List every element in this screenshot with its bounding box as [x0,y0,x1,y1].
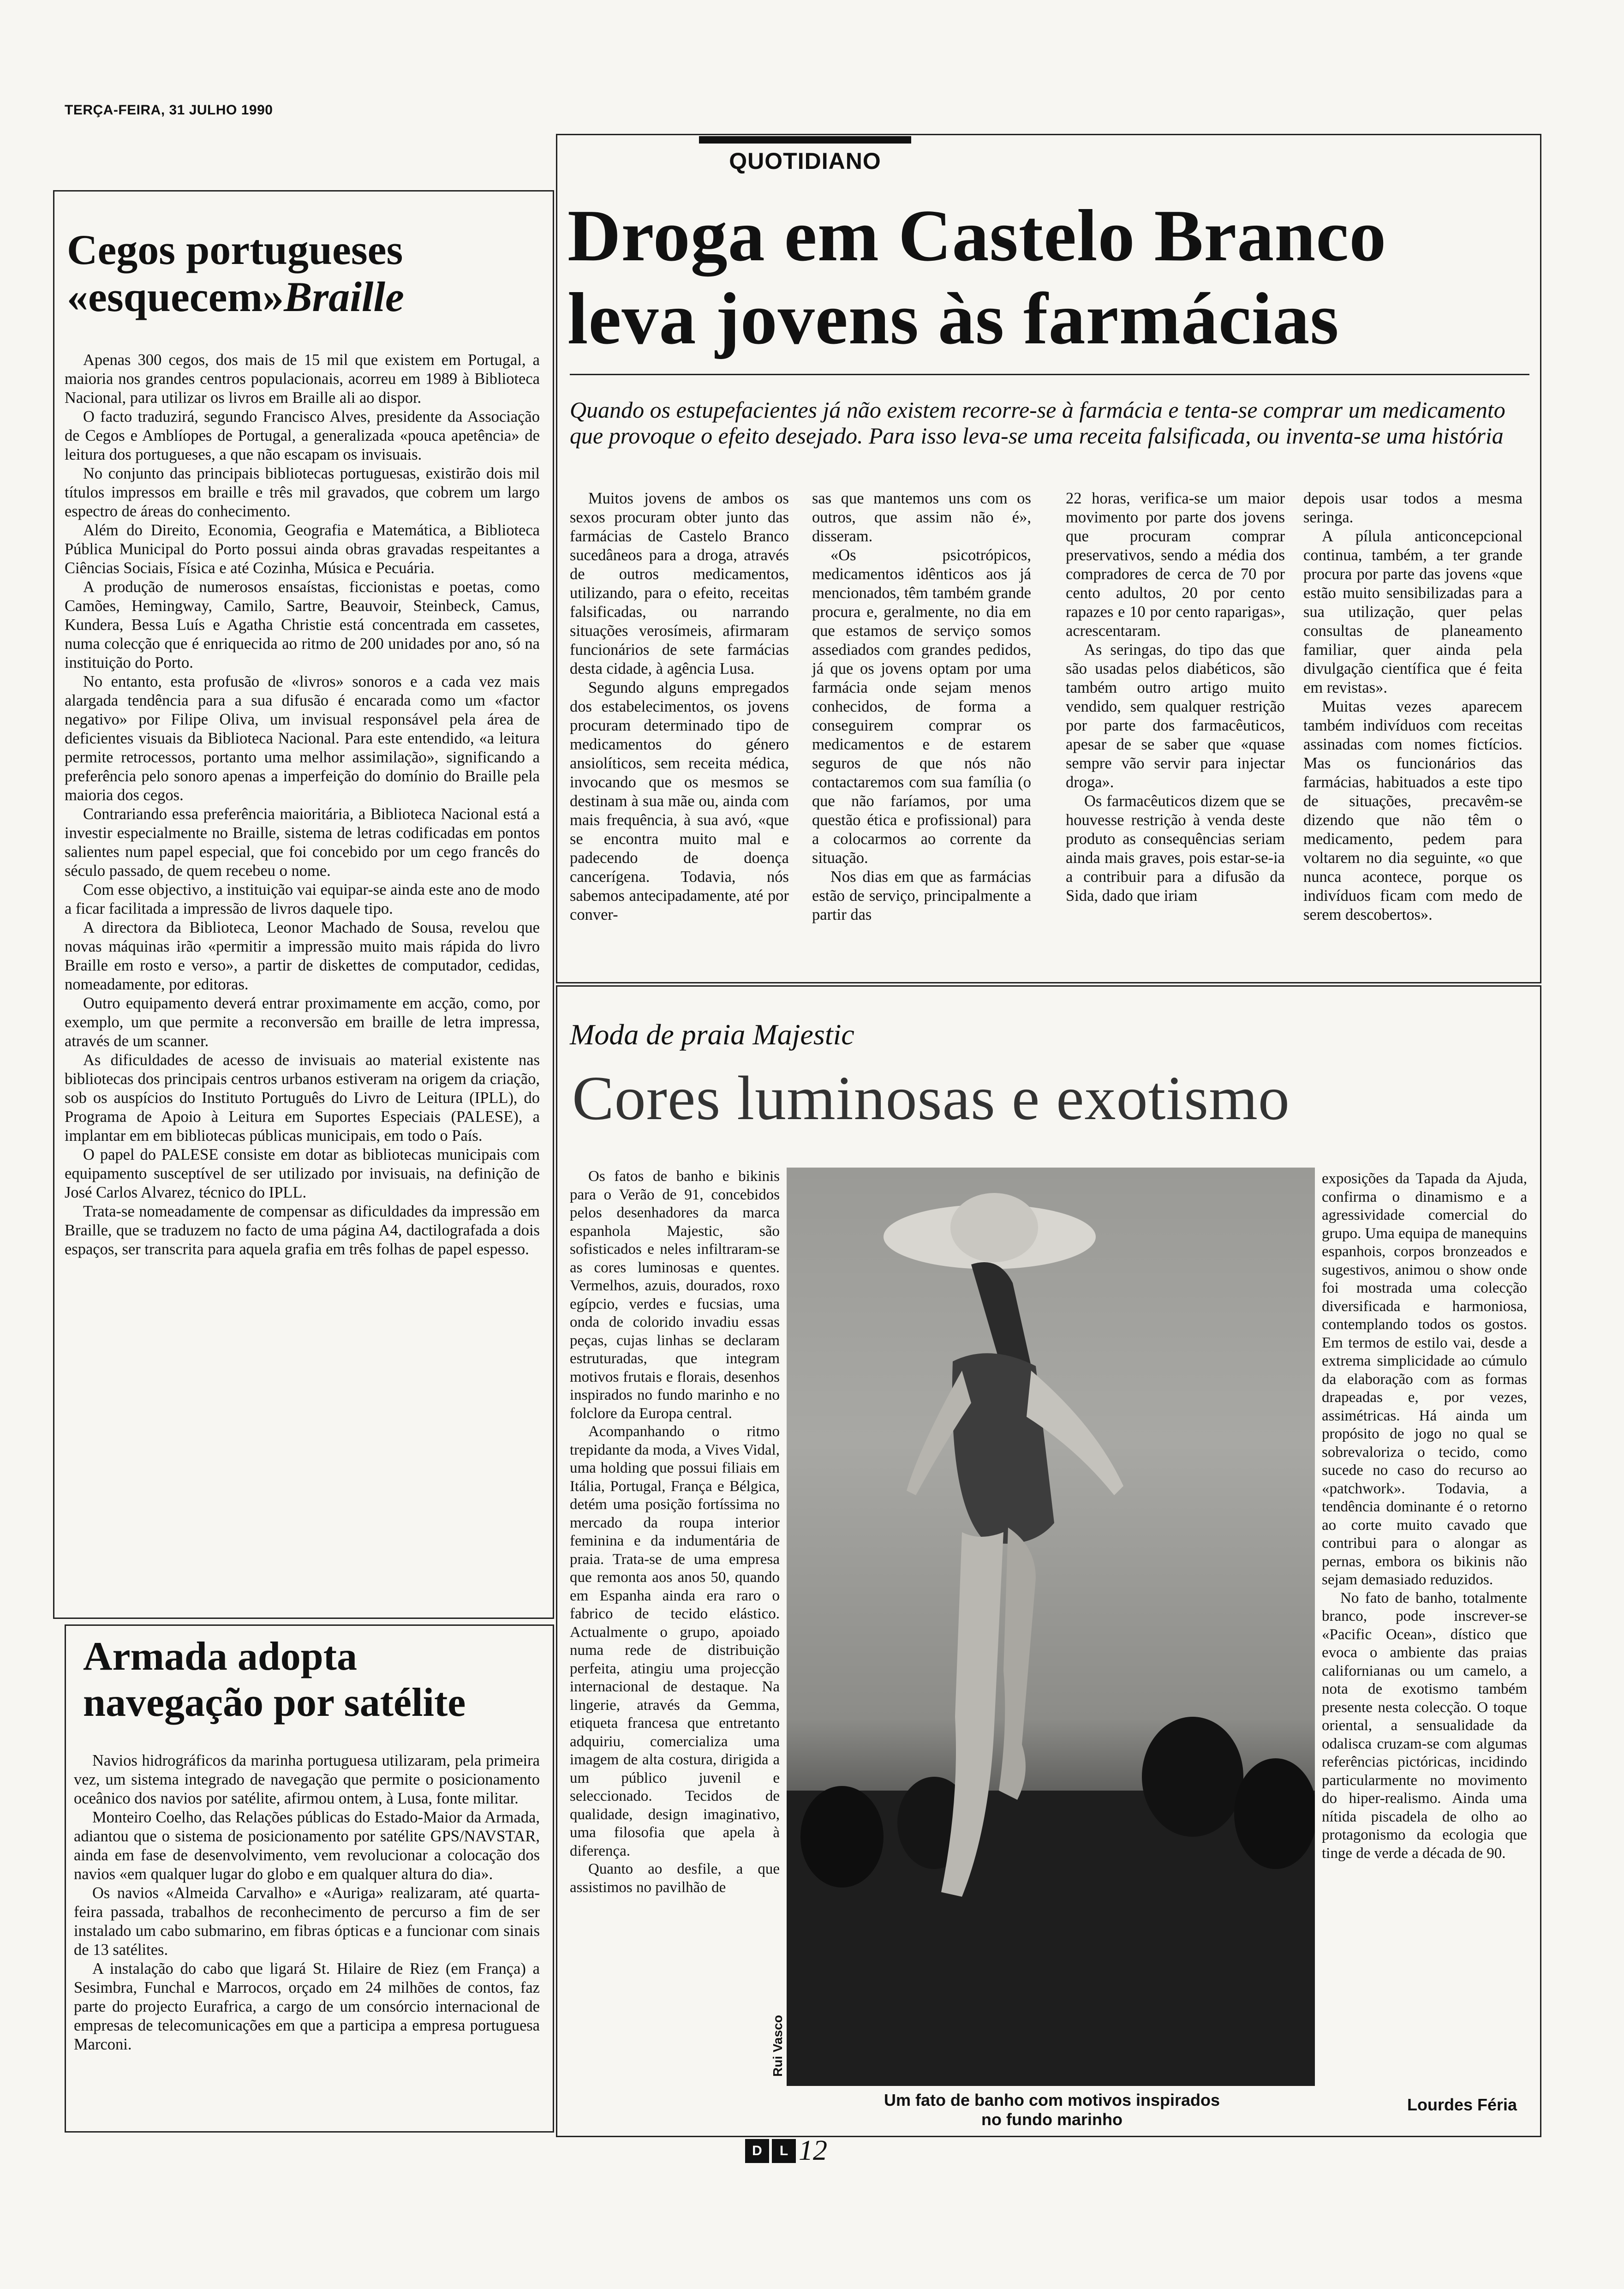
paragraph: Muitos jovens de ambos os sexos procuram obter junto das farmácias de Castelo Branco sucedâneos para a droga, através de outros medicamentos, utilizando, para o efeito, receitas falsificadas, ou narrando situações verosímeis, afirmaram funcionários de sete farmácias desta cidade, à agência Lusa. [570,490,789,677]
paragraph: sas que mantemos uns com os outros, que assim não é», disseram. [812,490,1031,545]
braille-title-line2a: «esquecem» [67,273,284,320]
photo-credit: Rui Vasco [770,2015,785,2077]
dateline: TERÇA-FEIRA, 31 JULHO 1990 [65,102,273,118]
paragraph: Trata-se nomeadamente de compensar as dificuldades da impressão em Braille, que se traduzem no facto de uma página A4, dactilografada a dois espaços, ser transcrita para aquela grafia em três folhas de papel espesso. [65,1203,540,1258]
droga-title-line2: leva jovens às farmácias [567,277,1339,360]
paragraph: Além do Direito, Economia, Geografia e Matemática, a Biblioteca Pública Municipal do Porto possui ainda obras gravadas respeitantes a Ciências Sociais, Física e até Cozinha, Música e Pecuária. [65,521,540,577]
braille-article-body [65,351,540,1259]
droga-column-1 [570,489,789,924]
paragraph: A instalação do cabo que ligará St. Hilaire de Riez (em França) a Sesimbra, Funchal e Marrocos, orçado em 24 milhões de contos, faz parte do projecto Eurafrica, a cargo de um consórcio internacional de empresas de telecomunicações em que a participa a empresa portuguesa Marconi. [74,1960,540,2053]
newspaper-logo-mark: L [772,2139,796,2163]
paragraph: Apenas 300 cegos, dos mais de 15 mil que existem em Portugal, a maioria nos grandes centros populacionais, acorreu em 1989 à Biblioteca Nacional, para utilizar os livros em Braille ali ao dispor. [65,351,540,407]
section-tag: QUOTIDIANO [699,136,911,180]
paragraph: 22 horas, verifica-se um maior movimento por parte dos jovens que procuram comprar preservativos, sendo a média dos compradores de cerca de 70 por cento adultos, 20 por cento rapazes e 10 por cento raparigas», acrescentaram. [1066,490,1285,640]
braille-title-line1: Cegos portugueses [67,226,403,273]
runway-photo [787,1168,1315,2086]
paragraph: O papel do PALESE consiste em dotar as bibliotecas municipais com equipamento susceptível de ser utilizado por invisuais, na definição de José Carlos Alvarez, técnico do IPLL. [65,1146,540,1201]
headline-rule [570,374,1529,375]
paragraph: As dificuldades de acesso de invisuais ao material existente nas bibliotecas dos principais centros urbanos estiveram na origem da criação, sob os auspícios do Instituto Português do Livro de Leitura (IPLL), do Programa de Apoio à Leitura em Suportes Especiais (PALESE), a implantar em em bibliotecas públicas municipais, em todo o País. [65,1051,540,1144]
armada-article-title [83,1634,544,1726]
page-footer [745,2134,827,2167]
paragraph: Com esse objectivo, a instituição vai equipar-se ainda este ano de modo a ficar facilitada a impressão de livros daquele tipo. [65,881,540,917]
droga-column-3 [1066,489,1285,905]
paragraph: Os navios «Almeida Carvalho» e «Auriga» realizaram, até quarta-feira passada, trabalhos de reconhecimento de percurso a fim de ser instalado um cabo submarino, em fibras ópticas e a funcionar com sinais de 13 satélites. [74,1884,540,1959]
paragraph: Navios hidrográficos da marinha portuguesa utilizaram, pela primeira vez, um sistema integrado de navegação que permite o posicionamento oceânico dos navios por satélite, afirmou ontem, à Lusa, fonte militar. [74,1752,540,1807]
caption-line1: Um fato de banho com motivos inspirados [884,2091,1220,2109]
moda-article-title: Cores luminosas e exotismo [572,1064,1290,1133]
moda-kicker: Moda de praia Majestic [570,1018,854,1051]
braille-article-title [67,226,528,320]
droga-title-line1: Droga em Castelo Branco [567,194,1387,276]
armada-title-line1: Armada adopta [83,1634,358,1679]
paragraph: Muitas vezes aparecem também indivíduos com receitas assinadas com nomes fictícios. Mas os funcionários das farmácias, habituados a este tipo de situações, precavêm-se dizendo que não têm o medicamento, pedem para voltarem no dia seguinte, «o que nunca acontece, porque os indivíduos ficam com medo de serem descobertos». [1303,698,1522,923]
paragraph: O facto traduzirá, segundo Francisco Alves, presidente da Associação de Cegos e Amblíopes de Portugal, a generalizada «pouca apetência» de leitura dos portugueses, a que não escapam os invisuais. [65,408,540,463]
moda-column-1 [570,1168,780,1897]
moda-column-3 [1322,1170,1527,1863]
paragraph: Monteiro Coelho, das Relações públicas do Estado-Maior da Armada, adiantou que o sistema de posicionamento por satélite GPS/NAVSTAR, ainda em fase de desenvolvimento, vem revolucionar a colocação dos navios «em qualquer lugar do globo e em qualquer altura do dia». [74,1809,540,1883]
paragraph: A produção de numerosos ensaístas, ficcionistas e poetas, como Camões, Hemingway, Camilo, Sartre, Beauvoir, Steinbeck, Camus, Kundera, Bessa Luís e Agatha Christie está concentrada em cassetes, numa colecção que é enriquecida ao ritmo de 200 unidades por ano, só na instituição do Porto. [65,578,540,671]
droga-column-2 [812,489,1031,924]
paragraph: No entanto, esta profusão de «livros» sonoros e a cada vez mais alargada tendência para a sua difusão é encarada como um «factor negativo» por Filipe Oliva, um invisual responsável pela área de deficientes visuais da Biblioteca Nacional. Para este entendido, «a leitura permite retrocessos, portanto uma melhor assimilação», significando a preferência pelo sonoro apenas a imperfeição do domínio do Braille pela maioria dos cegos. [65,673,540,804]
paragraph: Contrariando essa preferência maioritária, a Biblioteca Nacional está a investir especialmente no Braille, sistema de letras codificadas em pontos salientes num papel especial, que foi concebido por um cego francês do século passado, de quem recebeu o nome. [65,805,540,880]
paragraph: Quanto ao desfile, a que assistimos no pavilhão de [570,1861,780,1896]
paragraph: Acompanhando o ritmo trepidante da moda, a Vives Vidal, uma holding que possui filiais em Itália, Portugal, França e Bélgica, detém uma posição fortíssima no mercado da roupa interior feminina e da indumentária de praia. Trata-se de uma empresa que remonta aos anos 50, quando em Espanha ainda era raro o fabrico de tecido elástico. Actualmente o grupo, apoiado numa rede de distribuição perfeita, atingiu uma projecção internacional de destaque. Na lingerie, através da Gemma, etiqueta francesa que entretanto adquiriu, comercializa uma imagem de alta costura, dirigida a um público juvenil e seleccionado. Tecidos de qualidade, design imaginativo, uma filosofia que apela à diferença. [570,1423,780,1859]
paragraph: A pílula anticoncepcional continua, também, a ter grande procura por parte das jovens «que estão muito sensibilizadas para a sua utilização, quer pelas consultas de planeamento familiar, quer ainda pela divulgação científica que é feita em revistas». [1303,527,1522,696]
paragraph: No conjunto das principais bibliotecas portuguesas, existirão dois mil títulos impressos em braille e três mil gravados, que cobrem um largo espectro de áreas do conhecimento. [65,465,540,520]
paragraph: depois usar todos a mesma seringa. [1303,490,1522,526]
paragraph: Os fatos de banho e bikinis para o Verão de 91, concebidos pelos desenhadores da marca espanhola Majestic, são sofisticados e neles infiltraram-se as cores luminosas e quentes. Vermelhos, azuis, dourados, roxo egípcio, verdes e fucsias, uma onda de colorido invadiu essas peças, cujas linhas se declaram estruturadas, que integram motivos frutais e florais, desenhos inspirados no fundo marinho e no folclore da Europa central. [570,1168,780,1422]
paragraph: As seringas, do tipo das que são usadas pelos diabéticos, são também outro artigo muito vendido, sem qualquer restrição por parte dos farmacêuticos, apesar de se saber que «quase sempre vão servir para injectar droga». [1066,641,1285,791]
paragraph: «Os psicotrópicos, medicamentos idênticos aos já mencionados, têm também grande procura e, geralmente, no dia em que estamos de serviço somos assediados com grandes pedidos, já que os jovens optam por uma farmácia onde sejam menos conhecidos, de forma a conseguirem comprar os medicamentos e de estarem seguros de que nós não contactaremos com sua família (o que não faríamos, por uma questão ética e profissional) para a colocarmos ao corrente da situação. [812,546,1031,867]
paragraph: Os farmacêuticos dizem que se houvesse restrição à venda deste produto as consequências seriam ainda mais graves, pois estar-se-ia a contribuir para a difusão da Sida, dado que iriam [1066,792,1285,905]
model-silhouette-image [787,1168,1315,2086]
photo-caption [830,2091,1273,2129]
paragraph: exposições da Tapada da Ajuda, confirma o dinamismo e a agressividade comercial do grupo. Uma equipa de manequins espanhois, corpos bronzeados e sugestivos, animou o show onde foi mostrada uma colecção diversificada e harmoniosa, contemplando todos os gostos. Em termos de estilo vai, desde a extrema simplicidade ao cúmulo da elaboração com as formas drapeadas e, por vezes, assimétricas. Há ainda um propósito de jogo no qual se sobrevaloriza o tecido, como sucede no caso do recurso ao «patchwork». Todavia, a tendência dominante é o retorno ao corte muito cavado que contribui para o alongar as pernas, embora os bikinis não sejam demasiado reduzidos. [1322,1170,1527,1588]
paragraph: No fato de banho, totalmente branco, pode inscrever-se «Pacific Ocean», dístico que evoca o ambiente das praias californianas ou um camelo, a nota de exotismo também presente nesta colecção. O toque oriental, a sensualidade da odalisca cruzam-se com algumas referências pictóricas, incidindo particularmente no movimento do hiper-realismo. Ainda uma nítida piscadela de olho ao protagonismo da ecologia que tinge de verde a década de 90. [1322,1589,1527,1862]
caption-line2: no fundo marinho [981,2110,1122,2129]
paragraph: Outro equipamento deverá entrar proximamente em acção, como, por exemplo, um que permite a reconversão em braille de letra impressa, através de um scanner. [65,995,540,1050]
paragraph: Segundo alguns empregados dos estabelecimentos, os jovens procuram determinado tipo de medicamentos do género ansiolíticos, sem receita médica, invocando que os mesmos se destinam à sua mãe ou, ainda com mais frequência, à sua avó, «que se encontra muito mal e padecendo de doença cancerígena. Todavia, nós sabemos antecipadamente, até por conver- [570,679,789,923]
page-number: 12 [799,2135,827,2166]
paragraph: Nos dias em que as farmácias estão de serviço, principalmente a partir das [812,868,1031,923]
droga-lead: Quando os estupefacientes já não existem recorre-se à farmácia e tenta-se comprar um medicamento que provoque o efeito desejado. Para isso leva-se uma receita falsificada, ou inventa-se uma história [570,397,1505,449]
newspaper-logo-mark: D [745,2139,769,2163]
droga-article-title [567,194,1536,360]
paragraph: A directora da Biblioteca, Leonor Machado de Sousa, revelou que novas máquinas irão «permitir a impressão muito mais rápida do livro Braille em rosto e verso», a partir de diskettes de computador, cedidas, nomeadamente, por editoras. [65,919,540,993]
droga-column-4 [1303,489,1522,924]
armada-article-body [74,1751,540,2054]
braille-title-line2b: Braille [284,273,404,320]
byline: Lourdes Féria [1407,2095,1517,2114]
armada-title-line2: navegação por satélite [83,1680,466,1725]
